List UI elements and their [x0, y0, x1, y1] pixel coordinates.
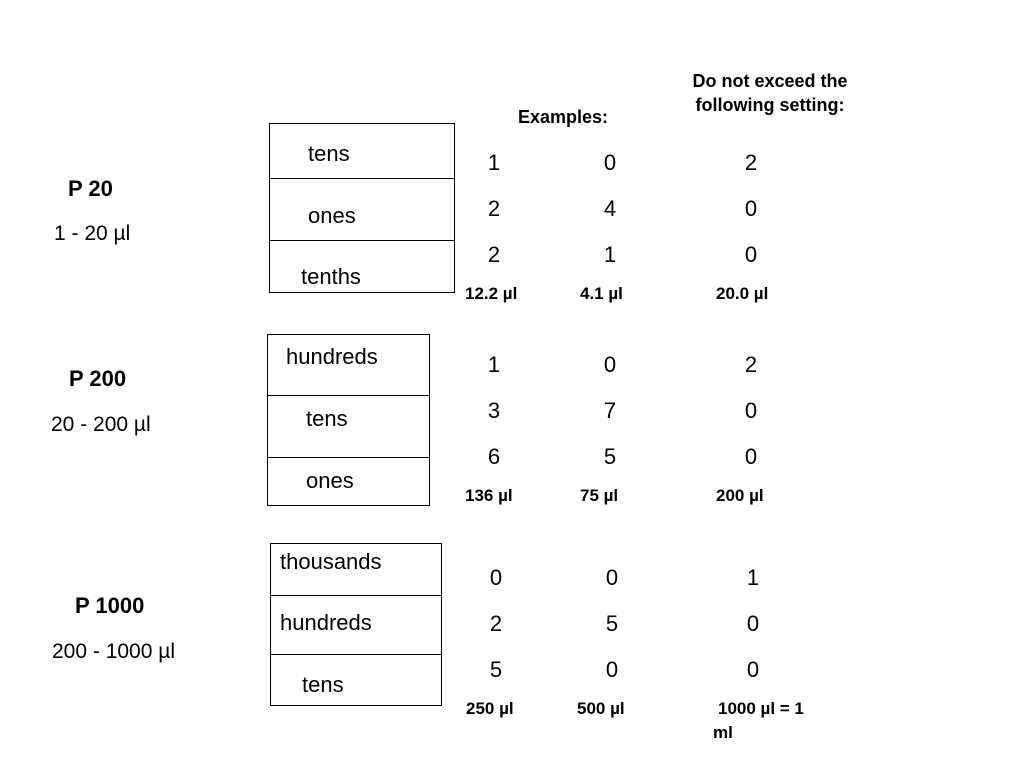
- place-cell-hundreds: [271, 595, 441, 654]
- volume-label: 12.2 µl: [465, 284, 518, 303]
- digit: 1: [487, 150, 501, 175]
- digit: 0: [744, 398, 758, 423]
- digit: 1: [746, 565, 760, 590]
- place-label: ones: [308, 203, 356, 228]
- place-label: tens: [308, 141, 350, 166]
- volume-label: 250 µl: [466, 699, 514, 718]
- volume-label: 500 µl: [577, 699, 625, 718]
- digit: 2: [744, 352, 758, 377]
- digit: 5: [603, 444, 617, 469]
- digit: 4: [603, 196, 617, 221]
- pipette-name-p1000: P 1000: [75, 593, 145, 618]
- place-label: hundreds: [280, 610, 372, 635]
- pipette-name-p200: P 200: [69, 366, 127, 391]
- place-cell-tens: [270, 124, 454, 178]
- pipette-name-p20: P 20: [68, 176, 113, 201]
- place-cell-tenths: [270, 240, 454, 292]
- place-value-box-p1000: [270, 543, 442, 706]
- place-cell-tens: [271, 654, 441, 705]
- pipette-range-p20: 1 - 20 µl: [54, 222, 131, 245]
- digit: 0: [744, 444, 758, 469]
- digit: 5: [489, 657, 503, 682]
- digit: 0: [605, 565, 619, 590]
- max-volume-label: 200 µl: [716, 486, 764, 505]
- volume-label: 75 µl: [580, 486, 619, 505]
- place-cell-ones: [268, 457, 429, 505]
- digit: 0: [744, 242, 758, 267]
- place-label: hundreds: [286, 344, 378, 369]
- digit: 0: [746, 611, 760, 636]
- digit: 0: [746, 657, 760, 682]
- digit: 2: [487, 196, 501, 221]
- place-cell-tens: [268, 395, 429, 457]
- digit: 1: [487, 352, 501, 377]
- digit: 6: [487, 444, 501, 469]
- max-setting-header-line2: following setting:: [695, 95, 845, 115]
- pipette-range-p1000: 200 - 1000 µl: [52, 640, 176, 663]
- place-label: tens: [302, 672, 344, 697]
- digit: 0: [744, 196, 758, 221]
- digit: 7: [603, 398, 617, 423]
- digit: 2: [489, 611, 503, 636]
- max-volume-label: 20.0 µl: [716, 284, 769, 303]
- volume-label: 4.1 µl: [580, 284, 623, 303]
- digit: 0: [489, 565, 503, 590]
- digit: 5: [605, 611, 619, 636]
- digit: 0: [603, 352, 617, 377]
- digit: 2: [487, 242, 501, 267]
- digit: 3: [487, 398, 501, 423]
- place-cell-hundreds: [268, 335, 429, 395]
- examples-header: Examples:: [517, 107, 609, 127]
- max-volume-label: 1000 µl = 1: [718, 699, 804, 718]
- place-value-box-p200: [267, 334, 430, 506]
- max-setting-header-line1: Do not exceed the: [692, 71, 848, 91]
- max-setting-header: [660, 69, 880, 117]
- place-cell-ones: [270, 178, 454, 240]
- volume-label: 136 µl: [465, 486, 513, 505]
- digit: 2: [744, 150, 758, 175]
- place-label: tens: [306, 406, 348, 431]
- place-label: ones: [306, 468, 354, 493]
- place-label: tenths: [301, 264, 361, 289]
- pipette-range-p200: 20 - 200 µl: [51, 413, 151, 436]
- max-volume-label-cont: ml: [713, 723, 733, 742]
- place-cell-thousands: [271, 544, 441, 595]
- place-value-box-p20: [269, 123, 455, 293]
- digit: 1: [603, 242, 617, 267]
- place-label: thousands: [280, 549, 382, 574]
- digit: 0: [603, 150, 617, 175]
- digit: 0: [605, 657, 619, 682]
